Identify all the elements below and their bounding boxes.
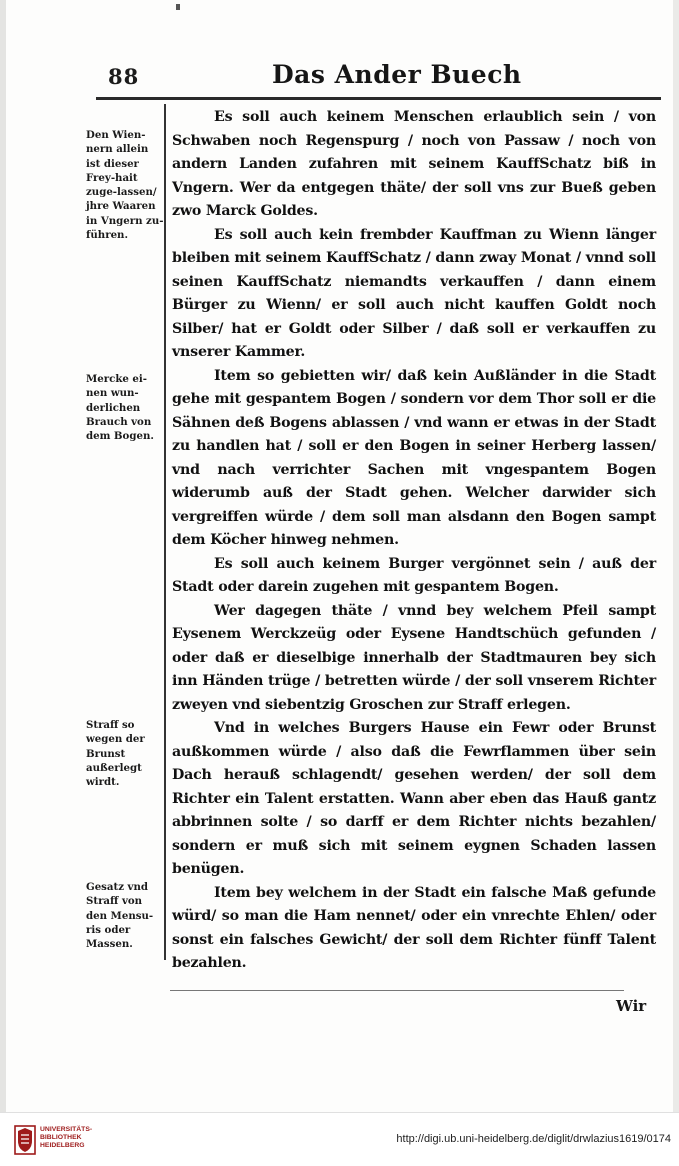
footer-bar [0,1112,679,1166]
bottom-rule [170,990,624,991]
paragraph: Es soll auch kein frembder Kauffman zu Wienn länger bleiben mit seinem KauffSchatz / dann zway Monat / vnnd soll seinen KauffSchatz niemandts verkauffen / dann einem Bürger zu Wienn/ er soll auch nicht kauffen Goldt noch Silber/ hat er Goldt oder Silber / daß soll er verkauffen zu vnserer Kammer. [172,226,656,360]
page-number: 88 [108,64,140,89]
print-mark [176,4,180,10]
margin-note: Straff so wegen der Brunst außerlegt wirdt. [86,719,145,789]
paragraph: Vnd in welches Burgers Hause ein Fewr oder Brunst außkommen würde / also daß die Fewrflammen über sein Dach herauß schlagendt/ gesehen werden/ der soll dem Richter ein Talent erstatten. Wann aber eben das Hauß gantz abbrinnen solte / so darff er dem Richter nichts bezahlen/ sondern er muß sich mit seinem eygnen Schaden lassen benügen. [172,720,656,877]
library-name [40,1126,92,1151]
permalink-url[interactable]: http://digi.ub.uni-heidelberg.de/diglit/drwlazius1619/0174 [396,1133,671,1145]
paragraph: Es soll auch keinem Burger vergönnet sein / auß der Stadt oder darein zugehen mit gespantem Bogen. [172,555,656,595]
paragraph: Es soll auch keinem Menschen erlaublich sein / von Schwaben noch Regenspurg / noch von Passaw / noch von andern Landen zufahren mit seinem KauffSchatz biß in Vngern. Wer da entgegen thäte/ der soll vns zur Bueß geben zwo Marck Goldes. [172,109,656,219]
catchword: Wir [616,997,647,1015]
paragraph: Item so gebietten wir/ daß kein Außländer in die Stadt gehe mit gespantem Bogen / sondern vor dem Thor soll er die Sähnen deß Bogens ablassen / vnd wann er etwas in der Stadt zu handlen hat / soll er den Bogen in seiner Herberg lassen/ vnd nach verrichter Sachen mit vngespantem Bogen widerumb auß der Stadt gehen. Welcher darwider sich vergreiffen würde / dem soll man alsdann den Bogen sampt dem Köcher hinweg nehmen. [172,367,656,548]
paragraph: Item bey welchem in der Stadt ein falsche Maß gefunde würd/ so man die Ham nennet/ oder ein vnrechte Ehlen/ oder sonst ein falsches Gewicht/ der soll dem Richter fünff Talent bezahlen. [172,884,656,971]
paragraph: Wer dagegen thäte / vnnd bey welchem Pfeil sampt Eysenem Werckzeüg oder Eysene Handtschüch gefunden / oder daß er dieselbige innerhalb der Stadtmauren bey sich inn Händen trüge / betretten würde / der soll vnserem Richter zweyen vnd siebentzig Groschen zur Straff erlegen. [172,602,656,713]
header-rule [96,97,661,100]
body-text [172,106,656,976]
library-name-line: UNIVERSITÄTS- [40,1126,93,1133]
margin-note: Den Wien-nern allein ist dieser Frey-hait zuge-lassen/ jhre Waaren in Vngern zu-führen. [86,129,164,242]
margin-note: Gesatz vnd Straff von den Mensu-ris oder Massen. [86,881,154,951]
margin-note: Mercke ei-nen wun-derlichen Brauch von dem Bogen. [86,373,154,443]
running-head: Das Ander Buech [272,60,522,89]
university-seal-icon[interactable] [14,1125,36,1155]
library-name-line: BIBLIOTHEK [40,1134,82,1142]
page-edge-right [673,0,679,1112]
page-edge-left [0,0,6,1112]
library-name-line: HEIDELBERG [40,1142,85,1150]
